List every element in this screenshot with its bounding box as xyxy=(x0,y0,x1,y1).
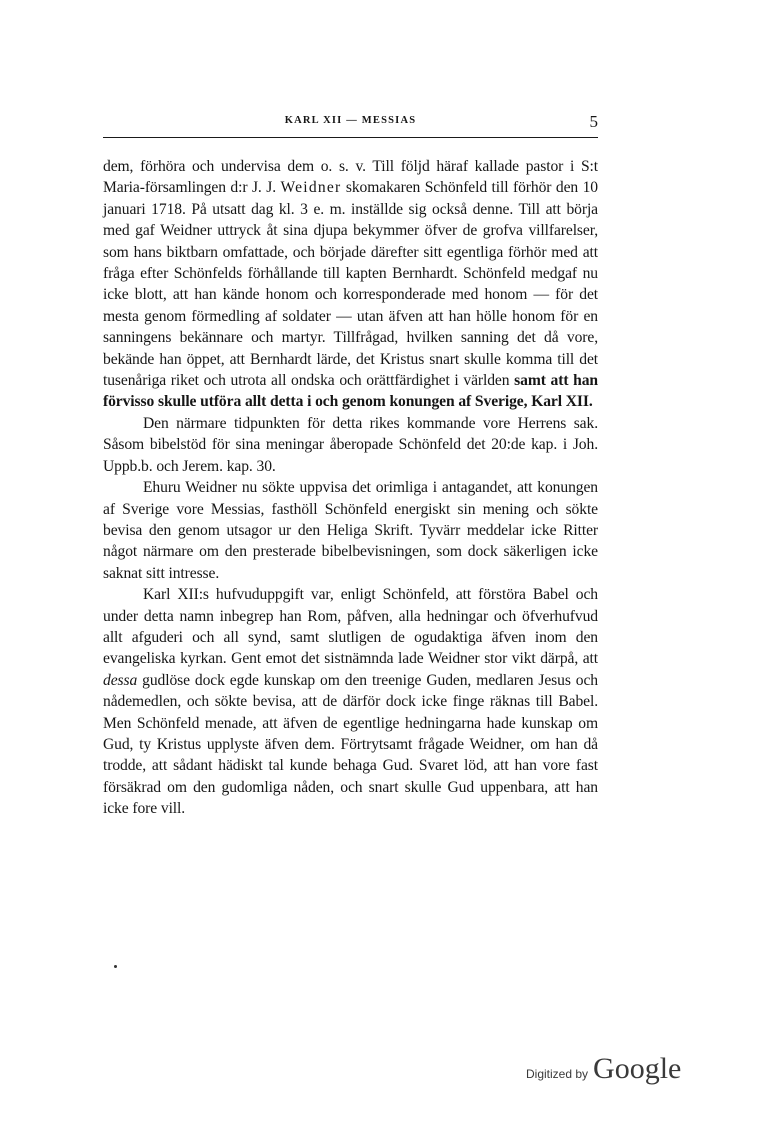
paragraph-1-segment-1: dem, förhöra och undervisa dem o. s. v. Till följd häraf kallade pastor i S:t Maria-församlingen d:r J. J. xyxy=(103,158,598,197)
paragraph-4 xyxy=(103,584,598,819)
paragraph-1 xyxy=(103,156,598,413)
paragraph-1-segment-3: skomakaren Schönfeld till förhör den 10 januari 1718. På utsatt dag kl. 3 e. m. inställde sig också denne. Till att börja med gaf Weidner uttryck åt sina djupa bekymmer öfver de grofva villfarelser, som hans biktbarn omfattade, och började därefter sitt egentliga förhör med att fråga efter Schönfelds förhållande till kapten Bernhardt. Schönfeld medgaf nu icke blott, att han kände honom och korresponderade med honom — för det mesta genom förmedling af soldater — utan äfven att han hölle honom för en sanningens bekännare och martyr. Tillfrågad, hvilken sanning det då vore, bekände han öppet, att Bernhardt lärde, det Kristus snart skulle komma till det tusenåriga riket och utrota all ondska och orättfärdighet i världen xyxy=(103,179,599,390)
paragraph-3-segment-1: Ehuru Weidner nu sökte uppvisa det orimliga i antagandet, att konungen af Sverige vore Messias, fasthöll Schönfeld energiskt sin mening och sökte bevisa den genom utsagor ur den Heliga Skrift. Tyvärr meddelar icke Ritter något närmare om den presterade bibelbevisningen, som dock säkerligen icke saknat sitt intresse. xyxy=(103,479,598,582)
print-speck xyxy=(114,965,117,968)
paragraph-4-segment-2: dessa xyxy=(103,671,138,689)
paragraph-2-segment-1: Den närmare tidpunkten för detta rikes kommande vore Herrens sak. Såsom bibelstöd för sina meningar åberopade Schönfeld det 20:de kap. i Joh. Uppb.b. och Jerem. kap. 30. xyxy=(103,414,598,475)
paragraph-3 xyxy=(103,477,598,584)
watermark-prefix: Digitized by xyxy=(526,1067,589,1081)
paragraph-2 xyxy=(103,413,598,477)
running-title: KARL XII — MESSIAS xyxy=(284,115,417,126)
paragraph-1-segment-2: Weidner xyxy=(280,179,342,197)
digitized-by-google-watermark xyxy=(526,1052,681,1092)
paragraph-1-segment-4: samt att han förvisso skulle utföra allt detta i och genom konungen af Sverige, Karl XII. xyxy=(103,372,598,411)
paragraph-4-segment-3: gudlöse dock egde kunskap om den treenige Guden, medlaren Jesus och nådemedlen, och sökte bevisa, att de därför dock icke finge räknas till Babel. Men Schönfeld menade, att äfven de egentlige hedningarna hade kunskap om Gud, ty Kristus upplyste äfven dem. Förtrytsamt frågade Weidner, om han då trodde, att sådant hädiskt tal kunde behaga Gud. Svaret löd, att han vore fast försäkrad om den gudomliga nåden, och snart skulle Gud uppenbara, att han icke fore vill. xyxy=(103,671,598,818)
page-number: 5 xyxy=(589,112,598,131)
google-logo: Google xyxy=(593,1052,682,1085)
paragraph-4-segment-1: Karl XII:s hufvuduppgift var, enligt Schönfeld, att förstöra Babel och under detta namn inbegrep han Rom, påfven, alla hedningar och öfverhufvud allt afguderi och all synd, samt slutligen de ogudaktiga äfven inom den evangeliska kyrkan. Gent emot det sistnämnda lade Weidner stor vikt därpå, att xyxy=(103,586,598,668)
body-text xyxy=(103,156,598,820)
running-header xyxy=(103,112,598,137)
header-rule xyxy=(103,137,598,138)
